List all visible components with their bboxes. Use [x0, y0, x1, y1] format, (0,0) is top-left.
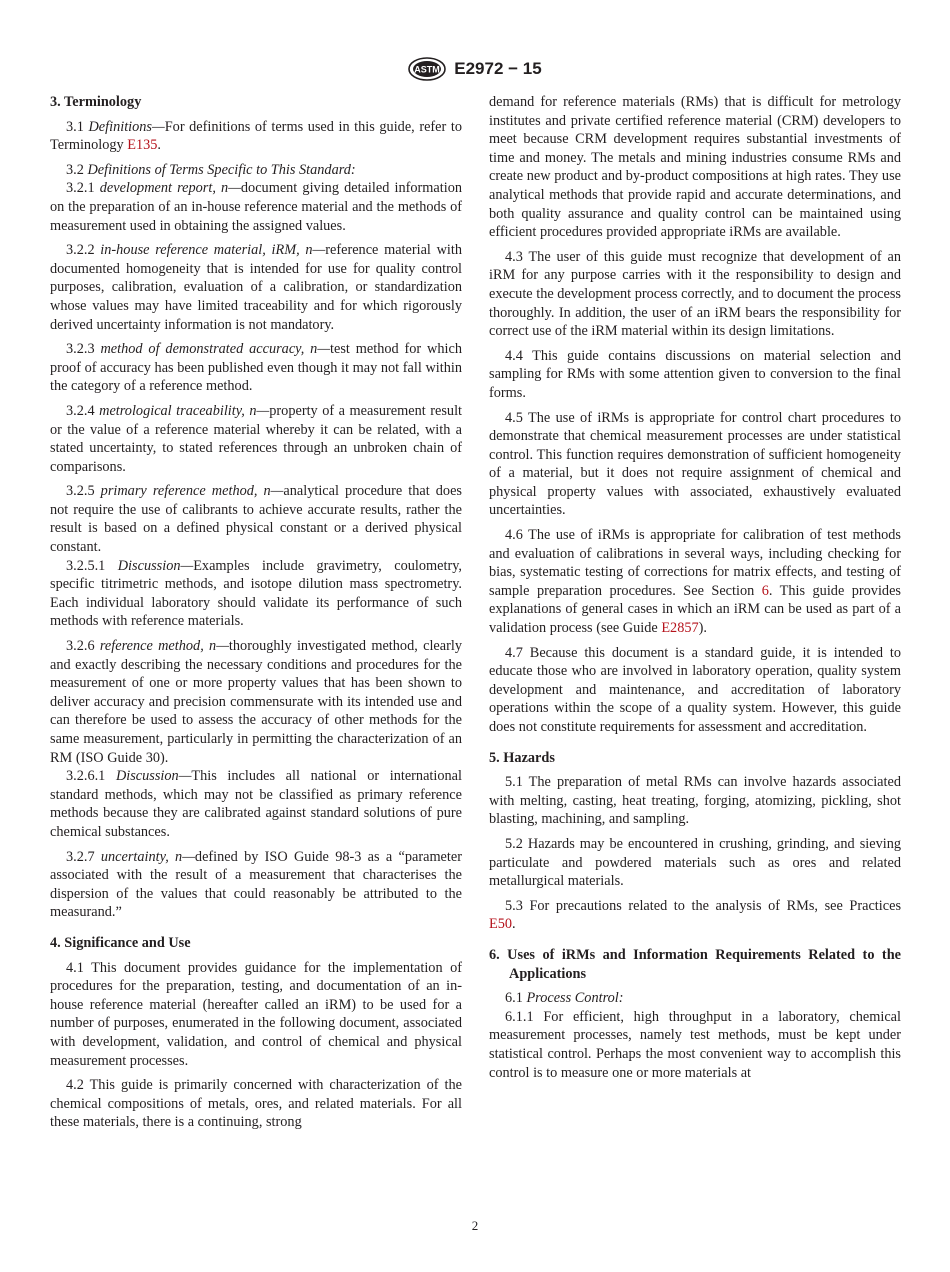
- para-3-2-6: 3.2.6 reference method, n—thoroughly investigated method, clearly and exactly describing the necessary conditions and procedures for the measurement of one or more property values that has been shown to deliver accuracy and precision commensurate with its intended use and can therefore be used to assess the accuracy of other methods for the same measurement, particularly in permitting the characterization of an RM (ISO Guide 30).: [50, 638, 462, 766]
- standard-designation: E2972 − 15: [454, 59, 542, 78]
- para-4-1: 4.1 This document provides guidance for the implementation of procedures for the preparation, testing, and documentation of an in-house reference material (hereafter called an iRM) to be used for a number of purposes, enumerated in the following document, associated with development, validation, and control of chemical and physical measurement processes.: [50, 959, 462, 1069]
- astm-logo-text: ASTM: [414, 64, 441, 75]
- section-5-heading: 5. Hazards: [489, 749, 555, 766]
- para-5-3: 5.3 For precautions related to the analysis of RMs, see Practices E50.: [489, 897, 902, 933]
- ref-e135-link[interactable]: E135: [127, 137, 158, 154]
- page-header: [0, 56, 950, 82]
- para-3-2-2: 3.2.2 in-house reference material, iRM, n—reference material with documented homogeneity that is intended for use for quality control purposes, calibration, evaluation of a calibration, or standardization whose values may have limited traceability and for which rigorously derived uncertainty information is not mandatory.: [50, 242, 463, 333]
- para-3-2: 3.2 Definitions of Terms Specific to This Standard:: [66, 161, 356, 178]
- para-4-4: 4.4 This guide contains discussions on material selection and sampling for RMs with some attention given to conversion to the final forms.: [489, 347, 901, 401]
- left-column: [50, 93, 462, 1138]
- para-3-2-5: 3.2.5 primary reference method, n—analytical procedure that does not require the use of calibrants to achieve accurate results, rather the result is based on a defined physical constant or a derived physical constant.: [50, 483, 462, 556]
- para-3-2-1: 3.2.1 development report, n—document giving detailed information on the preparation of an in-house reference material and the methods of measurement used in obtaining the assigned values.: [50, 180, 462, 234]
- page-number: 2: [471, 1218, 479, 1233]
- para-4-7: 4.7 Because this document is a standard guide, it is intended to educate those who are involved in laboratory operation, quality system development and maintenance, and accreditation of laboratory operations within the scope of a quality system. However, this guide does not constitute requirements for assessment and accreditation.: [489, 644, 902, 735]
- para-4-5: 4.5 The use of iRMs is appropriate for control chart procedures to demonstrate that chemical measurement processes are under statistical control. This function requires demonstration of sufficient homogeneity of a material, but it does not require assignment of chemical and physical property values with associated, exhaustively evaluated uncertainties.: [489, 409, 901, 519]
- para-3-1: 3.1 Definitions—For definitions of terms used in this guide, refer to Terminology E135.: [50, 118, 462, 154]
- ref-section-6-link[interactable]: 6: [761, 582, 769, 599]
- para-3-2-6-1: 3.2.6.1 Discussion—This includes all national or international standard methods, which may not be classified as primary reference methods because they are calibrated against standard solutions of pure chemical substances.: [50, 768, 462, 840]
- para-3-2-7: 3.2.7 uncertainty, n—defined by ISO Guide 98-3 as a “parameter associated with the result of a measurement that characterises the dispersion of the values that could reasonably be attributed to the measurand.”: [50, 848, 462, 921]
- para-4-3: 4.3 The user of this guide must recognize that development of an iRM for any purpose carries with it the responsibility to design and execute the development process correctly, and to document the process thoroughly. In addition, the user of an iRM bears the responsibility for correct use of the iRM material within its design limitations.: [489, 248, 901, 340]
- ref-e2857-link[interactable]: E2857: [661, 620, 699, 637]
- para-4-6: 4.6 The use of iRMs is appropriate for calibration of test methods and evaluation of calibrations in several ways, including checking for bias, systematic testing of corrections for matrix effects, and testing of sample preparation procedures. See Section 6. This guide provides explanations of general cases in which an iRM can be used as part of a validation process (see Guide E2857).: [489, 527, 901, 637]
- para-6-1: 6.1 Process Control:: [505, 990, 624, 1007]
- section-3-heading: 3. Terminology: [50, 94, 142, 110]
- para-4-2-continued: demand for reference materials (RMs) that is difficult for metrology institutes and private certified reference material (CRM) developers to meet because CRM development requires substantial investments of time and money. The metals and mining industries consume RMs and create new product and by-product compositions at high rates. They use analytical methods that provide rapid and accurate determinations, and both quality assurance and quality control can be maintained using efficient procedures provided appropriate iRMs are available.: [489, 94, 901, 241]
- astm-logo-icon: [408, 57, 446, 81]
- para-3-2-3: 3.2.3 method of demonstrated accuracy, n—test method for which proof of accuracy has been published even though it may not fall within the category of a reference method.: [50, 341, 462, 395]
- para-6-1-1: 6.1.1 For efficient, high throughput in a laboratory, chemical measurement processes, namely test methods, must be kept under statistical control. Perhaps the most convenient way to accomplish this control is to measure one or more materials at: [489, 1008, 901, 1081]
- para-4-2: 4.2 This guide is primarily concerned with characterization of the chemical compositions of metals, ores, and related materials. For all these materials, there is a continuing, strong: [50, 1077, 462, 1131]
- para-3-2-5-1: 3.2.5.1 Discussion—Examples include gravimetry, coulometry, specific titrimetric methods, and isotope dilution mass spectrometry. Each individual laboratory should validate its performance of such methods with reference materials.: [50, 557, 462, 630]
- ref-e50-link[interactable]: E50: [489, 916, 513, 933]
- para-5-1: 5.1 The preparation of metal RMs can involve hazards associated with melting, casting, heat treating, forging, atomizing, pickling, shot blasting, machining, and sampling.: [489, 774, 901, 828]
- right-column: [489, 93, 901, 1088]
- para-5-2: 5.2 Hazards may be encountered in crushing, grinding, and sieving particulate and powdered materials such as ores and related metallurgical materials.: [489, 835, 901, 890]
- section-6-heading: 6. Uses of iRMs and Information Requirements Related to the Applications: [489, 946, 901, 982]
- section-4-heading: 4. Significance and Use: [50, 934, 191, 951]
- para-3-2-4: 3.2.4 metrological traceability, n—property of a measurement result or the value of a reference material whereby it can be related, with a stated uncertainty, to stated references through an unbroken chain of comparisons.: [50, 402, 463, 475]
